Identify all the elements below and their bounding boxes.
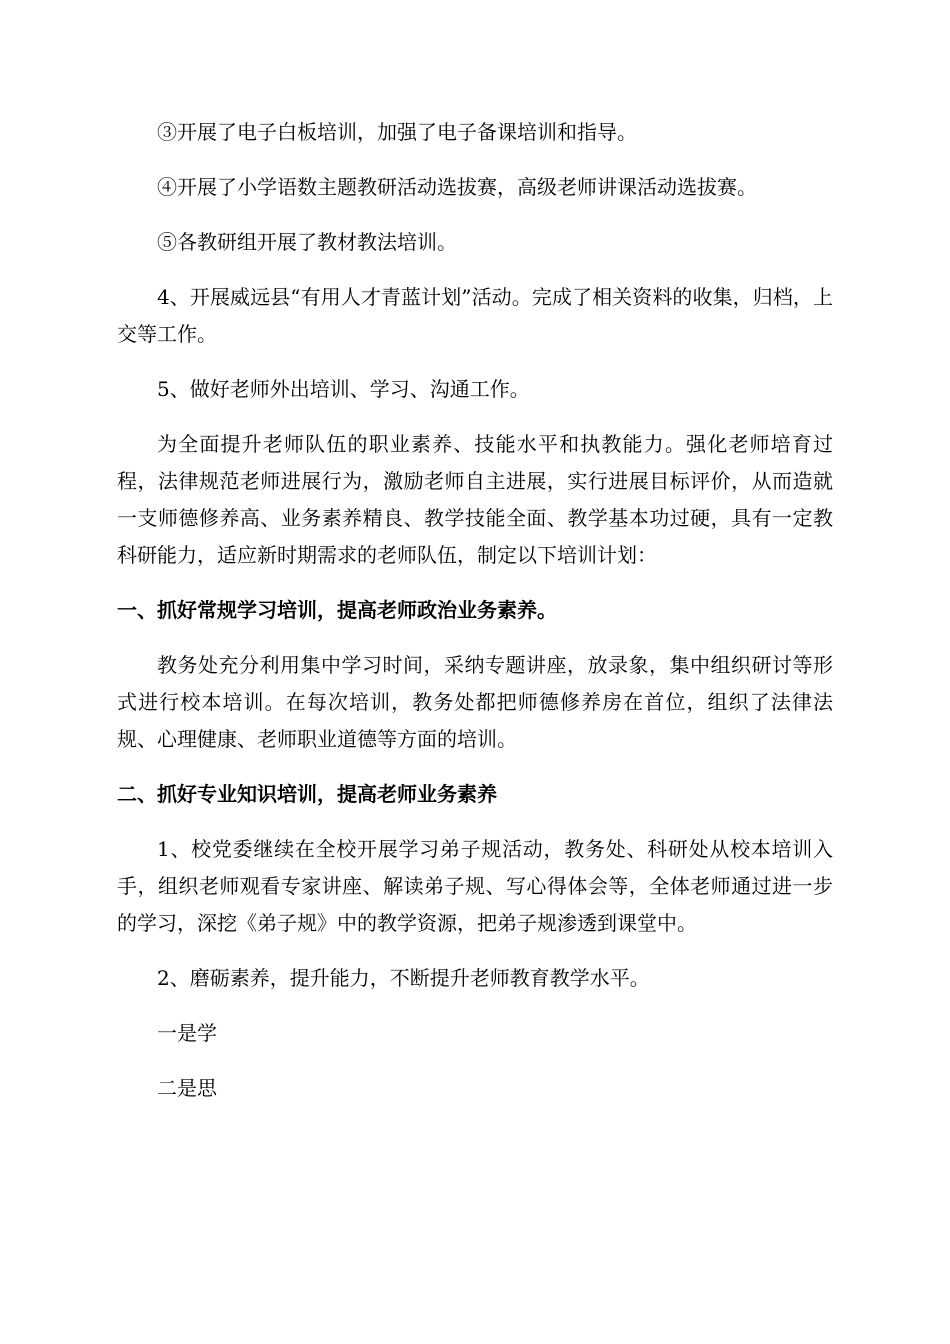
- paragraph-point-5: 5、做好老师外出培训、学习、沟通工作。: [157, 377, 530, 401]
- paragraph-learn: 一是学: [157, 1021, 217, 1045]
- paragraph-point-4: 4、开展威远县“有用人才青蓝计划”活动。完成了相关资料的收集，归档，上交等工作。: [117, 285, 833, 346]
- paragraph-intro: 为全面提升老师队伍的职业素养、技能水平和执教能力。强化老师培育过程，法律规范老师进展行为，激励老师自主进展，实行进展目标评价，从而造就一支师德修养高、业务素养精良、教学技能全面、教学基本功过硬，具有一定教科研能力，适应新时期需求的老师队伍，制定以下培训计划：: [117, 432, 833, 567]
- paragraph-item-4: ④开展了小学语数主题教研活动选拔赛，高级老师讲课活动选拔赛。: [157, 175, 757, 199]
- paragraph-section-2-point-2: 2、磨砺素养，提升能力，不断提升老师教育教学水平。: [157, 966, 650, 990]
- paragraph-item-5: ⑤各教研组开展了教材教法培训。: [157, 230, 457, 254]
- paragraph-section-1: 教务处充分利用集中学习时间，采纳专题讲座，放录象，集中组织研讨等形式进行校本培训。在每次培训，教务处都把师德修养房在首位，组织了法律法规、心理健康、老师职业道德等方面的培训。: [117, 653, 833, 751]
- paragraph-section-2-point-1: 1、校党委继续在全校开展学习弟子规活动，教务处、科研处从校本培训入手，组织老师观看专家讲座、解读弟子规、写心得体会等，全体老师通过进一步的学习，深挖《弟子规》中的教学资源，把弟子规渗透到课堂中。: [117, 837, 833, 935]
- section-heading-1: 一、抓好常规学习培训，提高老师政治业务素养。: [117, 598, 557, 622]
- section-heading-2: 二、抓好专业知识培训，提高老师业务素养: [117, 782, 497, 806]
- paragraph-item-3: ③开展了电子白板培训，加强了电子备课培训和指导。: [157, 120, 637, 144]
- paragraph-think: 二是思: [157, 1076, 217, 1100]
- document-body: [117, 114, 833, 1125]
